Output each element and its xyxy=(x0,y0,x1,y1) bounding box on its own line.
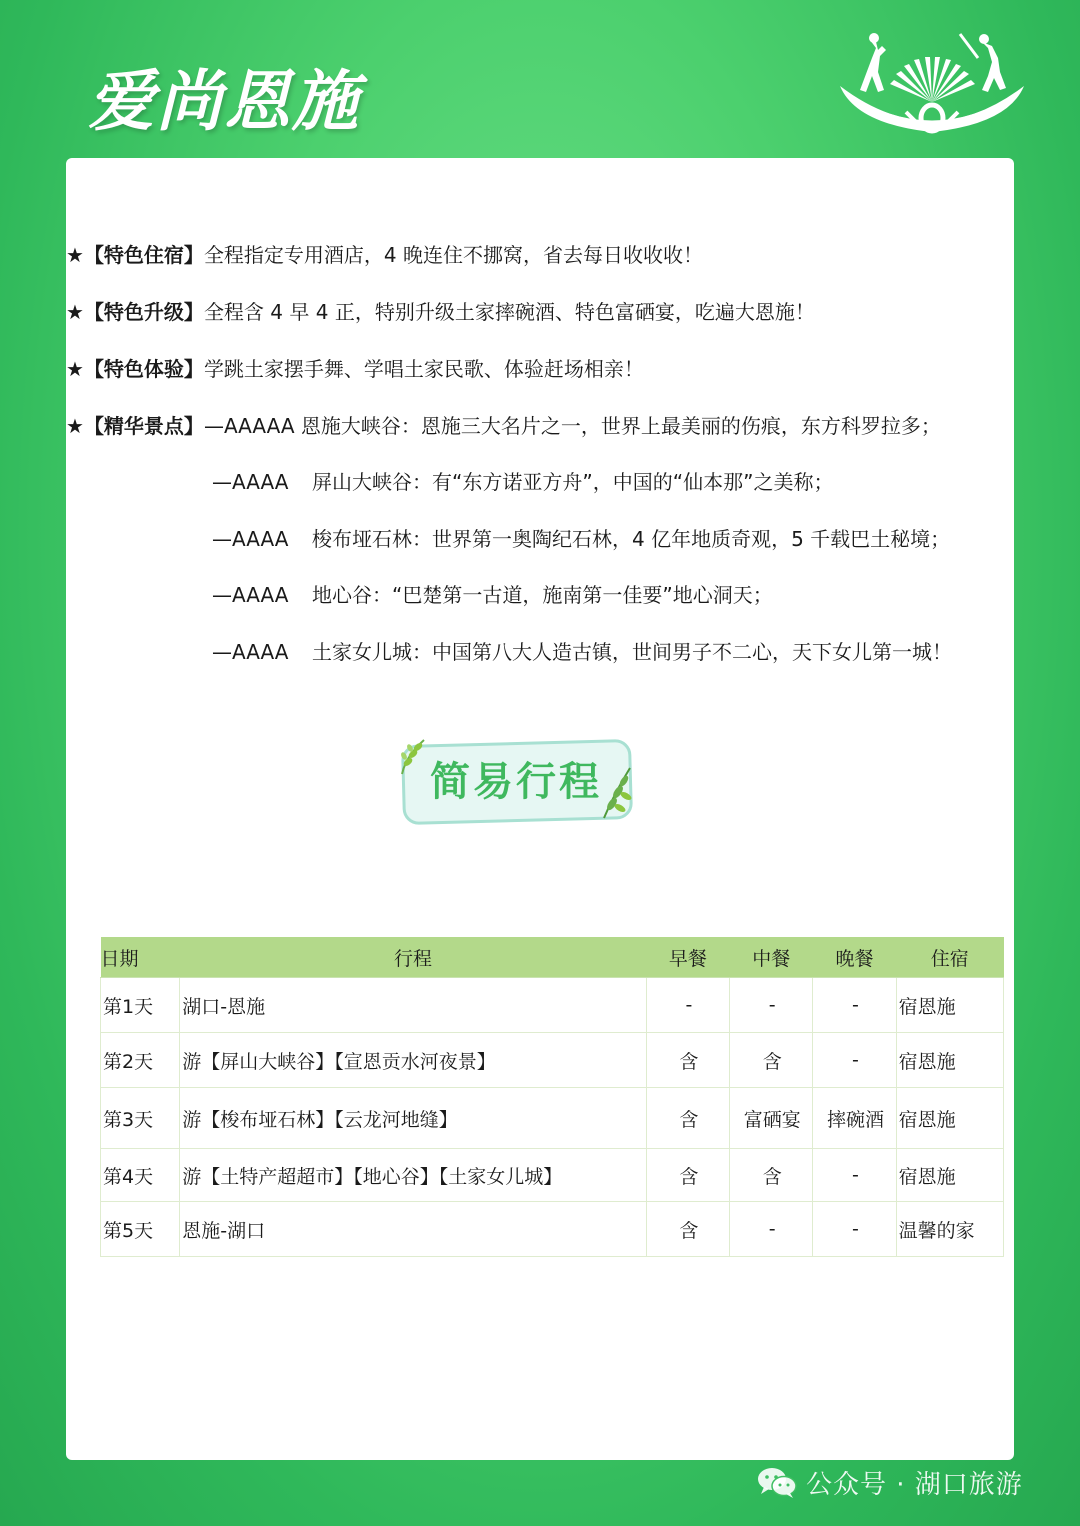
scenic-item xyxy=(212,577,773,613)
table-row xyxy=(101,1202,1004,1257)
scenic-item xyxy=(212,634,952,670)
scenic-grade: —AAAA xyxy=(212,527,289,551)
scenic-item xyxy=(212,464,833,500)
itinerary-table xyxy=(100,937,1004,1257)
feature-scenic xyxy=(66,408,941,444)
column-header: 早餐 xyxy=(646,937,729,978)
feature-text: 全程含 4 早 4 正，特别升级土家摔碗酒、特色富硒宴，吃遍大恩施！ xyxy=(203,300,815,324)
table-row xyxy=(101,1088,1004,1149)
table-cell: - xyxy=(646,978,729,1033)
column-header: 住宿 xyxy=(896,937,1003,978)
feature-upgrade xyxy=(66,294,815,330)
feature-tag: 【特色体验】 xyxy=(83,357,204,381)
feature-experience xyxy=(66,351,644,387)
table-cell: - xyxy=(813,1033,896,1088)
table-cell: 第4天 xyxy=(101,1149,180,1202)
table-row xyxy=(101,1033,1004,1088)
table-cell: - xyxy=(813,1149,896,1202)
table-cell: 含 xyxy=(646,1149,729,1202)
column-header: 晚餐 xyxy=(813,937,896,978)
table-cell: 含 xyxy=(646,1202,729,1257)
table-cell: 恩施-湖口 xyxy=(180,1202,647,1257)
table-cell: 宿恩施 xyxy=(896,1033,1003,1088)
table-cell: 富硒宴 xyxy=(730,1088,813,1149)
table-cell: 宿恩施 xyxy=(896,1149,1003,1202)
scenic-grade: —AAAA xyxy=(212,470,289,494)
feature-tag: 【精华景点】 xyxy=(83,414,204,438)
star-icon: ★ xyxy=(66,357,84,381)
table-cell: 第5天 xyxy=(101,1202,180,1257)
table-cell: - xyxy=(813,1202,896,1257)
leaf-icon xyxy=(666,770,676,780)
table-cell: 温馨的家 xyxy=(896,1202,1003,1257)
table-cell: 第3天 xyxy=(101,1088,180,1149)
table-cell: 宿恩施 xyxy=(896,1088,1003,1149)
table-row xyxy=(101,978,1004,1033)
table-cell: 含 xyxy=(730,1033,813,1088)
feature-tag: 【特色升级】 xyxy=(83,300,204,324)
star-icon: ★ xyxy=(66,243,84,267)
wechat-account-footer[interactable] xyxy=(756,1462,1023,1502)
table-cell: 游【梭布垭石林】【云龙河地缝】 xyxy=(180,1088,647,1149)
column-header: 日期 xyxy=(101,937,180,978)
table-cell: 含 xyxy=(730,1149,813,1202)
scenic-text: 屏山大峡谷：有“东方诺亚方舟”，中国的“仙本那”之美称； xyxy=(312,470,834,494)
feature-text: 全程指定专用酒店，4 晚连住不挪窝，省去每日收收收！ xyxy=(203,243,704,267)
scenic-text: 地心谷：“巴楚第一古道，施南第一佳要”地心洞天； xyxy=(312,583,773,607)
star-icon: ★ xyxy=(66,414,84,438)
scenic-text: 梭布垭石林：世界第一奥陶纪石林，4 亿年地质奇观，5 千载巴土秘境； xyxy=(312,527,951,551)
table-cell: 第1天 xyxy=(101,978,180,1033)
section-title: 简易行程 xyxy=(430,759,602,805)
footer-text: 公众号 · 湖口旅游 xyxy=(806,1469,1023,1500)
wechat-icon xyxy=(756,1465,798,1499)
scenic-grade: —AAAA xyxy=(212,640,289,664)
table-cell: - xyxy=(730,1202,813,1257)
column-header: 行程 xyxy=(180,937,647,978)
scenic-item xyxy=(212,521,950,557)
table-cell: 湖口-恩施 xyxy=(180,978,647,1033)
enshi-tujia-logo xyxy=(832,28,1032,140)
scenic-grade: —AAAA xyxy=(212,583,289,607)
table-cell: 宿恩施 xyxy=(896,978,1003,1033)
leaf-icon xyxy=(596,764,636,820)
star-icon: ★ xyxy=(66,300,84,324)
table-cell: 摔碗酒 xyxy=(813,1088,896,1149)
content-card xyxy=(66,158,1014,1460)
feature-text: —AAAAA 恩施大峡谷：恩施三大名片之一，世界上最美丽的伤痕，东方科罗拉多； xyxy=(203,414,941,438)
column-header: 中餐 xyxy=(730,937,813,978)
feature-tag: 【特色住宿】 xyxy=(83,243,204,267)
section-badge xyxy=(396,736,636,828)
table-cell: - xyxy=(813,978,896,1033)
table-row xyxy=(101,1149,1004,1202)
table-cell: - xyxy=(730,978,813,1033)
feature-text: 学跳土家摆手舞、学唱土家民歌、体验赶场相亲！ xyxy=(203,357,644,381)
table-cell: 含 xyxy=(646,1033,729,1088)
table-cell: 游【土特产超超市】【地心谷】【土家女儿城】 xyxy=(180,1149,647,1202)
table-cell: 含 xyxy=(646,1088,729,1149)
table-cell: 游【屏山大峡谷】【宣恩贡水河夜景】 xyxy=(180,1033,647,1088)
table-header-row xyxy=(101,937,1004,978)
table-cell: 第2天 xyxy=(101,1033,180,1088)
feature-accommodation xyxy=(66,237,703,273)
scenic-text: 土家女儿城：中国第八大人造古镇，世间男子不二心，天下女儿第一城！ xyxy=(312,640,952,664)
brand-title: 爱尚恩施 xyxy=(88,63,360,140)
